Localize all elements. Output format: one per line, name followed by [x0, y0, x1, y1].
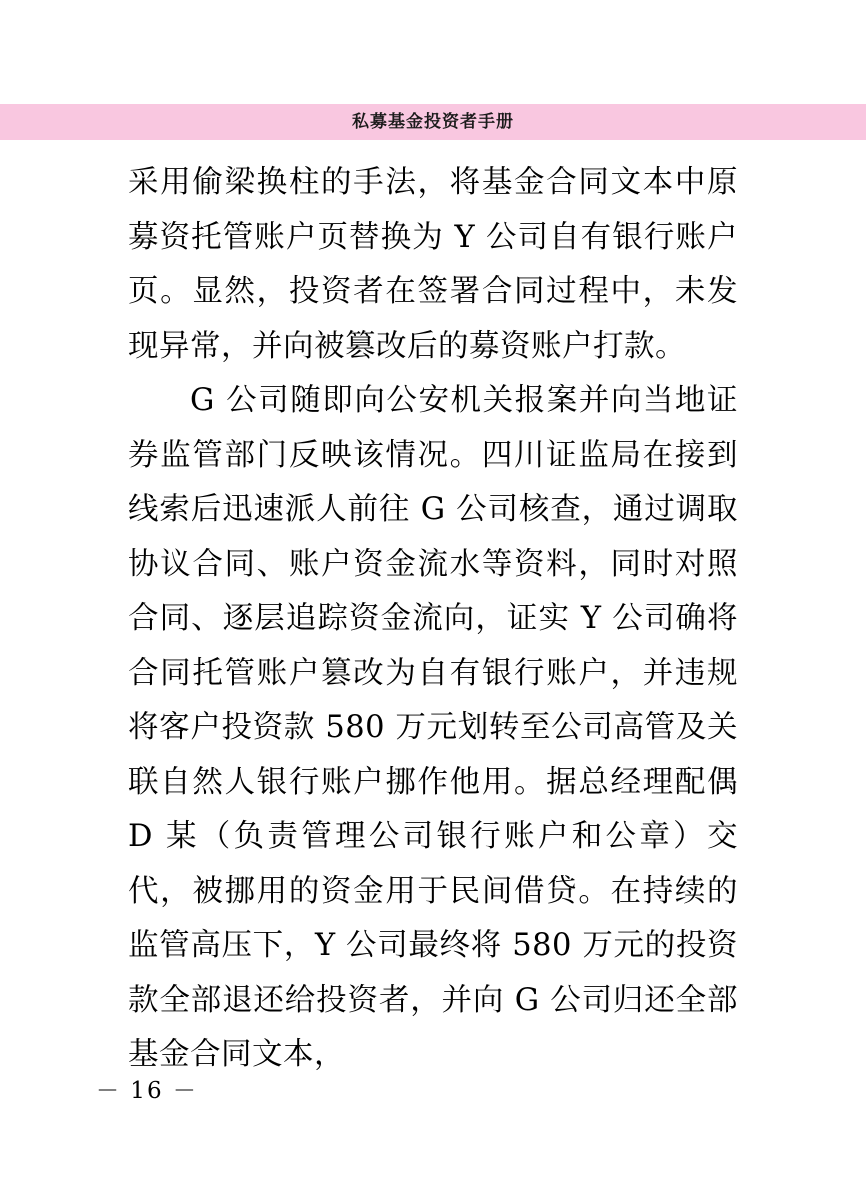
paragraph-2: G 公司随即向公安机关报案并向当地证券监管部门反映该情况。四川证监局在接到线索后迅速派人前往 G 公司核查，通过调取协议合同、账户资金流水等资料，同时对照合同、逐层追踪资金流向，证实 Y 公司确将合同托管账户篡改为自有银行账户，并违规将客户投资款 580 万元划转至公司高管及关联自然人银行账户挪作他用。据总经理配偶 D 某（负责管理公司银行账户和公章）交代，被挪用的资金用于民间借贷。在持续的监管高压下，Y 公司最终将 580 万元的投资款全部退还给投资者，并向 G 公司归还全部基金合同文本，: [128, 383, 738, 1072]
paragraph-1: 采用偷梁换柱的手法，将基金合同文本中原募资托管账户页替换为 Y 公司自有银行账户页。显然，投资者在签署合同过程中，未发现异常，并向被篡改后的募资账户打款。: [128, 165, 738, 364]
page-header-title: 私募基金投资者手册: [352, 112, 514, 132]
page-number: － 16 －: [96, 1078, 198, 1104]
page-body: [128, 156, 738, 1083]
